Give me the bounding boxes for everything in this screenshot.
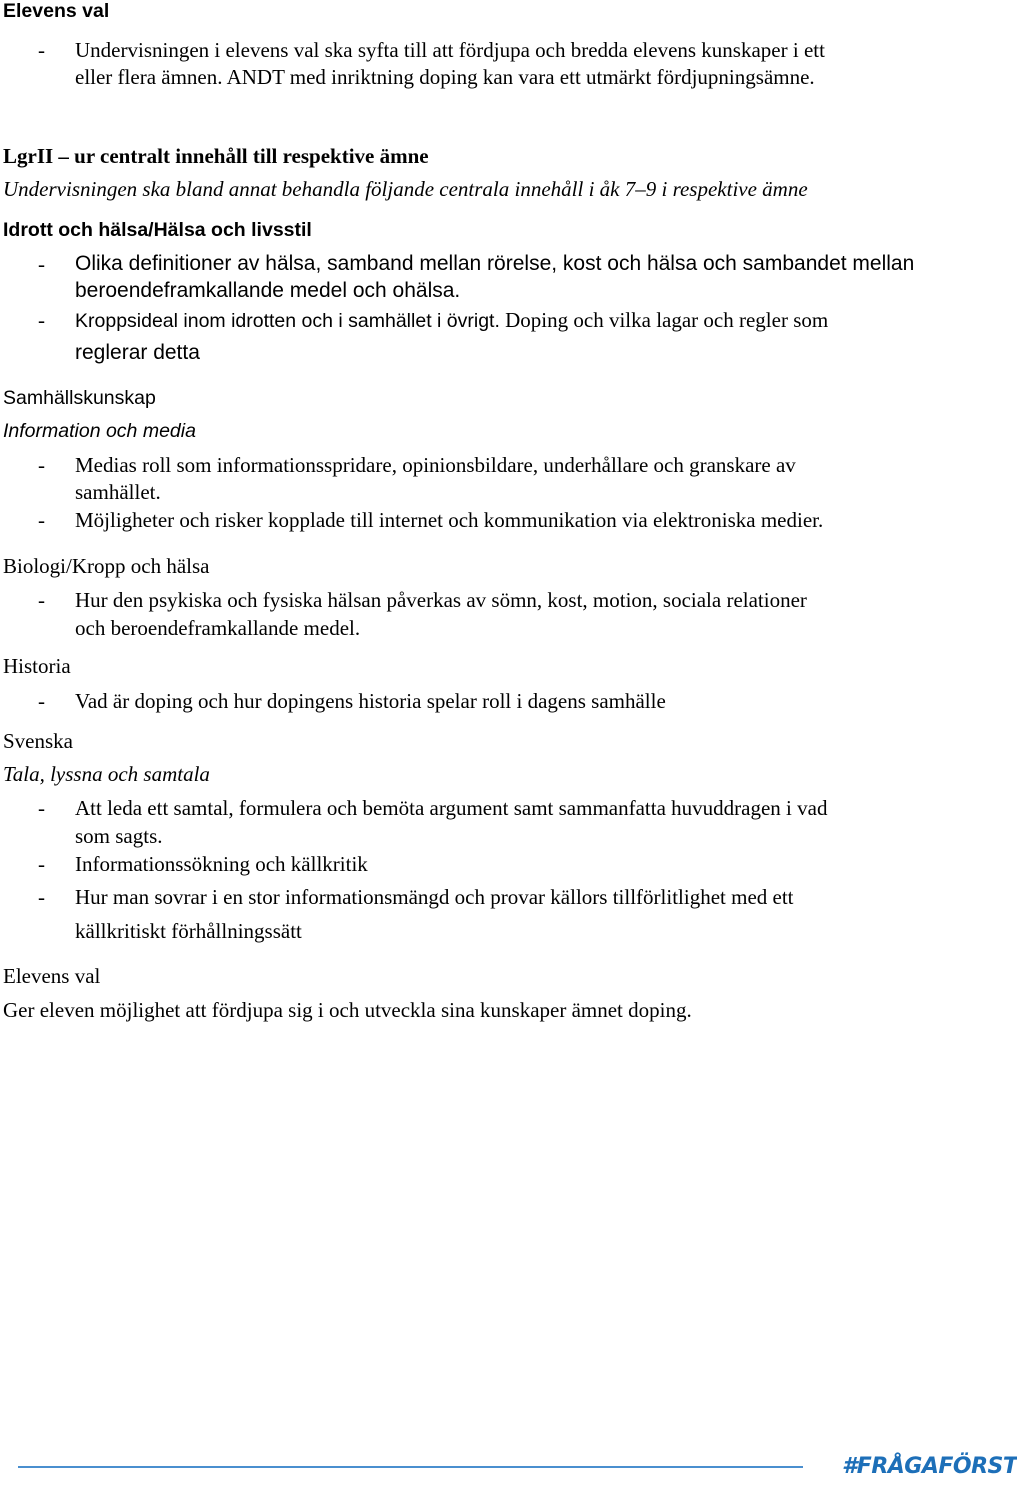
section-heading-samhallskunskap: Samhällskunskap bbox=[3, 387, 156, 409]
section-heading-elevens-val: Elevens val bbox=[3, 964, 101, 988]
list-item-line: reglerar detta bbox=[75, 341, 200, 364]
list-item-line: Olika definitioner av hälsa, samband mellan rörelse, kost och hälsa och sambandet mellan bbox=[75, 252, 915, 275]
list-bullet: - bbox=[38, 689, 45, 713]
section-subheading-lgr: Undervisningen ska bland annat behandla följande centrala innehåll i åk 7–9 i respektive ämne bbox=[3, 177, 808, 201]
section-heading-svenska: Svenska bbox=[3, 729, 73, 753]
list-bullet: - bbox=[38, 796, 45, 820]
list-bullet: - bbox=[38, 308, 45, 332]
list-item-text: Kroppsideal inom idrotten och i samhället i övrigt. bbox=[75, 310, 500, 332]
list-item-line: Informationssökning och källkritik bbox=[75, 852, 368, 876]
section-heading-historia: Historia bbox=[3, 654, 71, 678]
list-bullet: - bbox=[38, 588, 45, 612]
list-item-text: Doping och vilka lagar och regler som bbox=[505, 308, 829, 332]
list-item-line: Hur den psykiska och fysiska hälsan påverkas av sömn, kost, motion, sociala relationer bbox=[75, 588, 807, 612]
list-item-line: Möjligheter och risker kopplade till internet och kommunikation via elektroniska medier. bbox=[75, 508, 824, 532]
list-item-line: Att leda ett samtal, formulera och bemöta argument samt sammanfatta huvuddragen i vad bbox=[75, 796, 828, 820]
list-item-line: eller flera ämnen. ANDT med inriktning doping kan vara ett utmärkt fördjupningsämne. bbox=[75, 65, 815, 89]
list-bullet: - bbox=[38, 38, 45, 62]
list-item-line: källkritiskt förhållningssätt bbox=[75, 919, 302, 943]
list-item-line: Vad är doping och hur dopingens historia spelar roll i dagens samhälle bbox=[75, 689, 666, 713]
list-item-line: Medias roll som informationsspridare, opinionsbildare, underhållare och granskare av bbox=[75, 453, 796, 477]
fragaforst-logo: #FRÅGAFÖRST bbox=[842, 1454, 1017, 1479]
list-bullet: - bbox=[38, 852, 45, 876]
list-item-line: och beroendeframkallande medel. bbox=[75, 616, 361, 640]
section-heading-biologi: Biologi/Kropp och hälsa bbox=[3, 554, 210, 578]
list-item-line: Undervisningen i elevens val ska syfta till att fördjupa och bredda elevens kunskaper i ett bbox=[75, 38, 825, 62]
list-bullet: - bbox=[38, 453, 45, 477]
section-subheading-tala: Tala, lyssna och samtala bbox=[3, 762, 210, 786]
list-bullet: - bbox=[38, 885, 45, 909]
paragraph: Ger eleven möjlighet att fördjupa sig i och utveckla sina kunskaper ämnet doping. bbox=[3, 998, 692, 1022]
section-heading-lgr: LgrII – ur centralt innehåll till respektive ämne bbox=[3, 144, 429, 168]
section-heading-elevens-val: Elevens val bbox=[3, 0, 110, 22]
section-heading-idrott: Idrott och hälsa/Hälsa och livsstil bbox=[3, 219, 312, 241]
section-subheading-information: Information och media bbox=[3, 420, 196, 442]
list-bullet: - bbox=[38, 252, 45, 276]
list-bullet: - bbox=[38, 508, 45, 532]
list-item-line bbox=[75, 307, 828, 334]
list-item-line: samhället. bbox=[75, 480, 161, 504]
list-item-line: som sagts. bbox=[75, 824, 163, 848]
footer-divider bbox=[18, 1466, 803, 1468]
list-item-line: Hur man sovrar i en stor informationsmängd och provar källors tillförlitlighet med ett bbox=[75, 885, 794, 909]
list-item-line: beroendeframkallande medel och ohälsa. bbox=[75, 279, 461, 302]
